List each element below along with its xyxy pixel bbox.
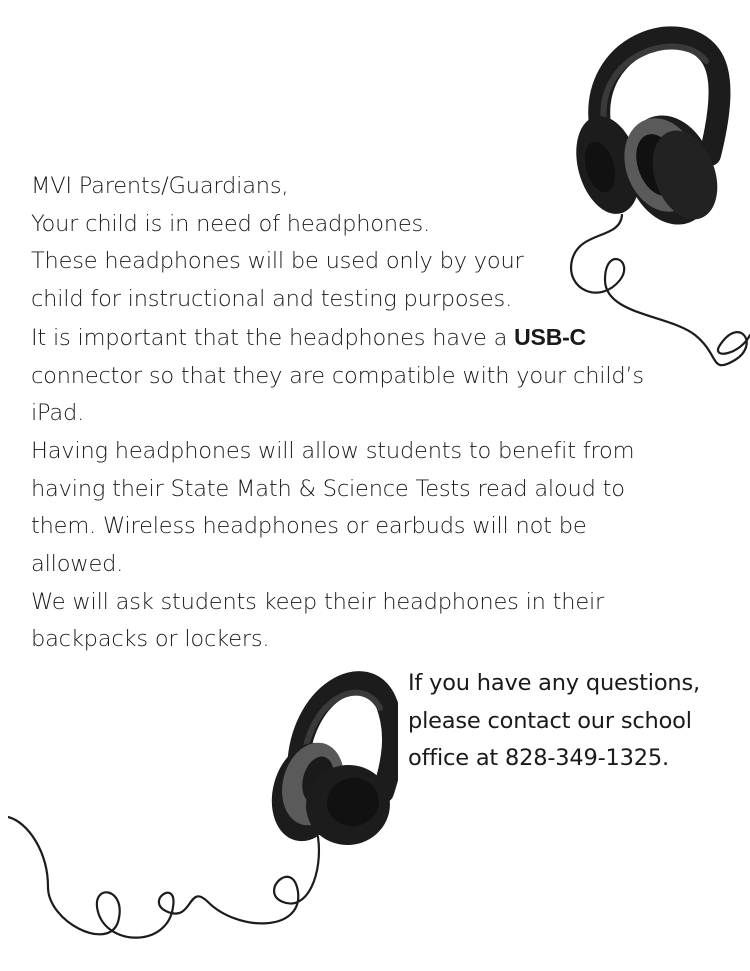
contact-phone-line: office at 828-349-1325.: [408, 745, 669, 772]
letter-line-text: It is important that the headphones have a: [31, 324, 515, 351]
headphones-bottom-icon: [8, 662, 398, 952]
letter-line: Your child is in need of headphones.: [31, 210, 431, 237]
letter-line: backpacks or lockers.: [31, 626, 270, 653]
letter-line: having their State Math & Science Tests read aloud to: [31, 475, 625, 502]
greeting: MVI Parents/Guardians,: [31, 173, 289, 199]
letter-line: We will ask students keep their headphones in their: [31, 588, 605, 615]
letter-line: Having headphones will allow students to benefit from: [31, 437, 635, 464]
usb-c-emphasis: USB-C: [514, 323, 586, 350]
letter-line: child for instructional and testing purposes.: [31, 286, 513, 313]
letter-line: them. Wireless headphones or earbuds will not be: [31, 513, 587, 540]
contact-line: If you have any questions,: [408, 670, 700, 696]
letter-body: [31, 168, 691, 659]
contact-line: please contact our school: [408, 707, 692, 734]
contact-block: [408, 665, 738, 778]
letter-line: iPad.: [31, 400, 85, 427]
letter-line: These headphones will be used only by your: [31, 248, 524, 275]
letter-line-usbc: [31, 319, 691, 358]
letter-line: connector so that they are compatible with your child’s: [31, 362, 644, 389]
letter-line: allowed.: [31, 551, 124, 578]
